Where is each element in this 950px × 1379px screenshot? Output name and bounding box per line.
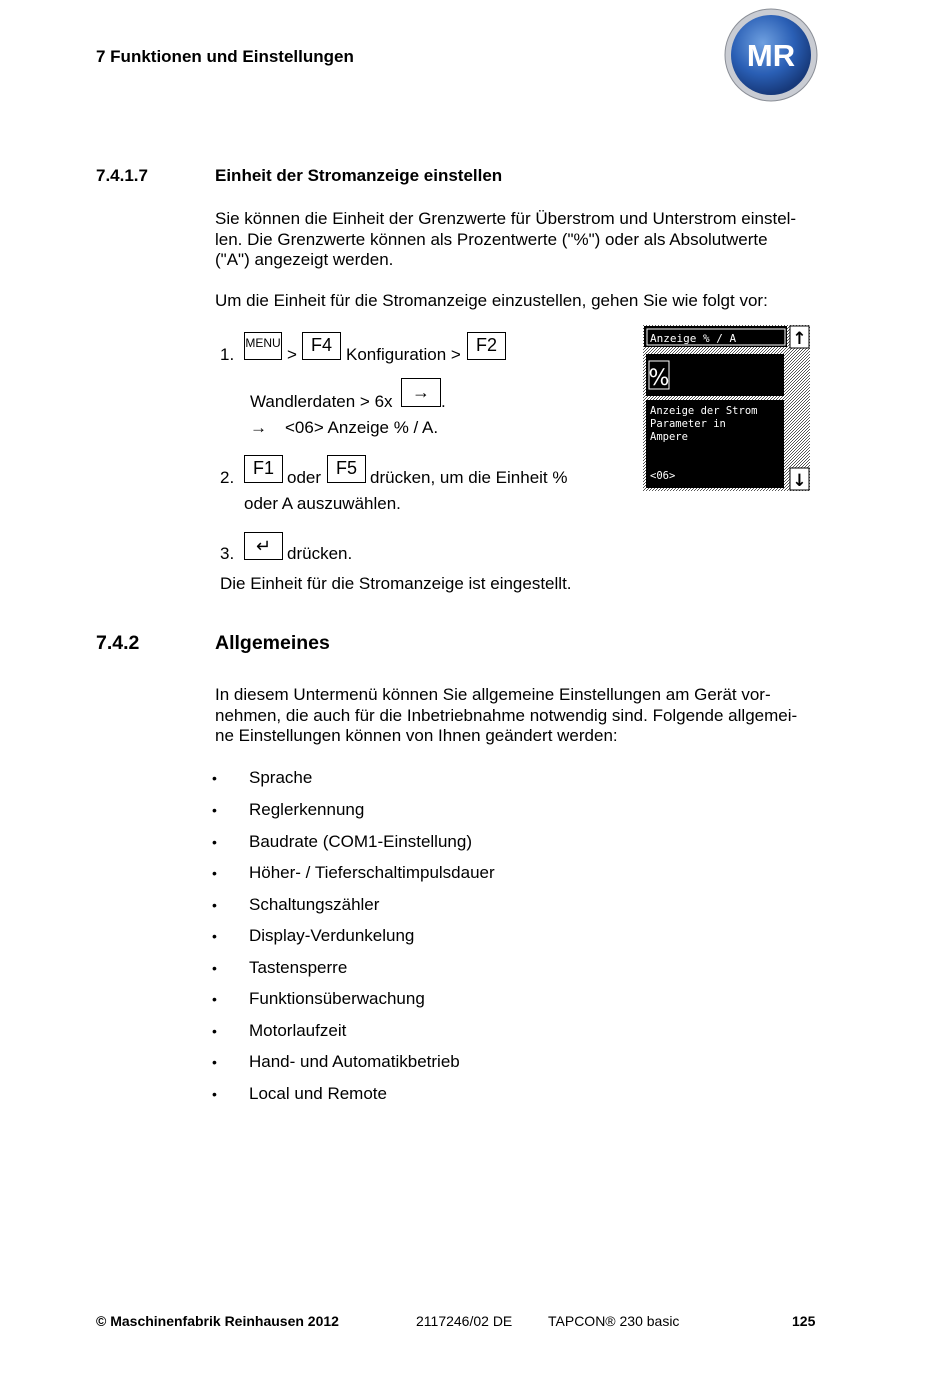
bullet-icon: •	[212, 897, 217, 913]
arrow-down-icon: ↓	[792, 471, 807, 491]
list-item: Sprache	[249, 768, 313, 787]
f1-key-icon: F1	[244, 455, 283, 483]
display-info: Anzeige der Strom Parameter in Ampere	[650, 405, 758, 443]
step-3-number: 3.	[220, 544, 235, 563]
next-key-icon: →	[401, 378, 441, 407]
list-item: Local und Remote	[249, 1084, 387, 1103]
bullet-icon: •	[212, 802, 217, 818]
section-number-2: 7.4.2	[96, 632, 140, 654]
list-item: Tastensperre	[249, 958, 348, 977]
bullet-icon: •	[212, 865, 217, 881]
list-item: Schaltungszähler	[249, 895, 380, 914]
menu-key-icon: MENU	[244, 332, 282, 360]
mr-logo	[724, 8, 818, 102]
section-title-2: Allgemeines	[215, 632, 330, 654]
display-value: %	[648, 366, 670, 391]
instruction-paragraph: Um die Einheit für die Stromanzeige einzustellen, gehen Sie wie folgt vor:	[215, 291, 768, 310]
step-1-result: <06> Anzeige % / A.	[285, 418, 439, 437]
section-title: Einheit der Stromanzeige einstellen	[215, 166, 503, 185]
f5-key-icon: F5	[327, 455, 366, 483]
display-index: <06>	[650, 470, 676, 482]
step-2-number: 2.	[220, 468, 235, 487]
result-arrow-icon: →	[250, 418, 267, 437]
device-display-screenshot	[643, 325, 810, 491]
step-1-number: 1.	[220, 345, 235, 364]
list-item: Hand- und Automatikbetrieb	[249, 1052, 460, 1071]
footer-doc-id: 2117246/02 DE	[416, 1313, 513, 1329]
step-3-result: Die Einheit für die Stromanzeige ist eingestellt.	[220, 574, 572, 593]
list-item: Reglerkennung	[249, 800, 365, 819]
logo-text: MR	[746, 38, 796, 73]
display-title: Anzeige % / A	[650, 332, 737, 345]
footer-copyright: © Maschinenfabrik Reinhausen 2012	[96, 1313, 339, 1329]
chapter-header: 7 Funktionen und Einstellungen	[96, 47, 354, 66]
section-number: 7.4.1.7	[96, 166, 148, 185]
list-item: Funktionsüberwachung	[249, 989, 425, 1008]
arrow-up-icon: ↑	[792, 329, 807, 349]
bullet-icon: •	[212, 1054, 217, 1070]
bullet-icon: •	[212, 770, 217, 786]
f4-key-icon: F4	[302, 332, 341, 360]
list-item: Display-Verdunkelung	[249, 926, 415, 945]
bullet-icon: •	[212, 1023, 217, 1039]
list-item: Baudrate (COM1-Einstellung)	[249, 832, 472, 851]
enter-key-icon: ↵	[244, 532, 283, 560]
page-number: 125	[792, 1313, 816, 1329]
intro-paragraph: Sie können die Einheit der Grenzwerte für Überstrom und Unterstrom einstel- len. Die Grenzwerte können als Prozentwerte ("%") oder als Absolutwerte ("A") angezeigt werden.	[215, 209, 797, 269]
bullet-icon: •	[212, 991, 217, 1007]
footer-product: TAPCON® 230 basic	[548, 1313, 680, 1329]
bullet-icon: •	[212, 928, 217, 944]
list-item: Höher- / Tieferschaltimpulsdauer	[249, 863, 495, 882]
bullet-icon: •	[212, 834, 217, 850]
bullet-icon: •	[212, 960, 217, 976]
list-item: Motorlaufzeit	[249, 1021, 347, 1040]
general-paragraph: In diesem Untermenü können Sie allgemeine Einstellungen am Gerät vor- nehmen, die auch für die Inbetriebnahme notwendig sind. Folgende allgemei- ne Einstellungen können von Ihnen geändert werden:	[215, 685, 798, 745]
f2-key-icon: F2	[467, 332, 506, 360]
bullet-icon: •	[212, 1086, 217, 1102]
